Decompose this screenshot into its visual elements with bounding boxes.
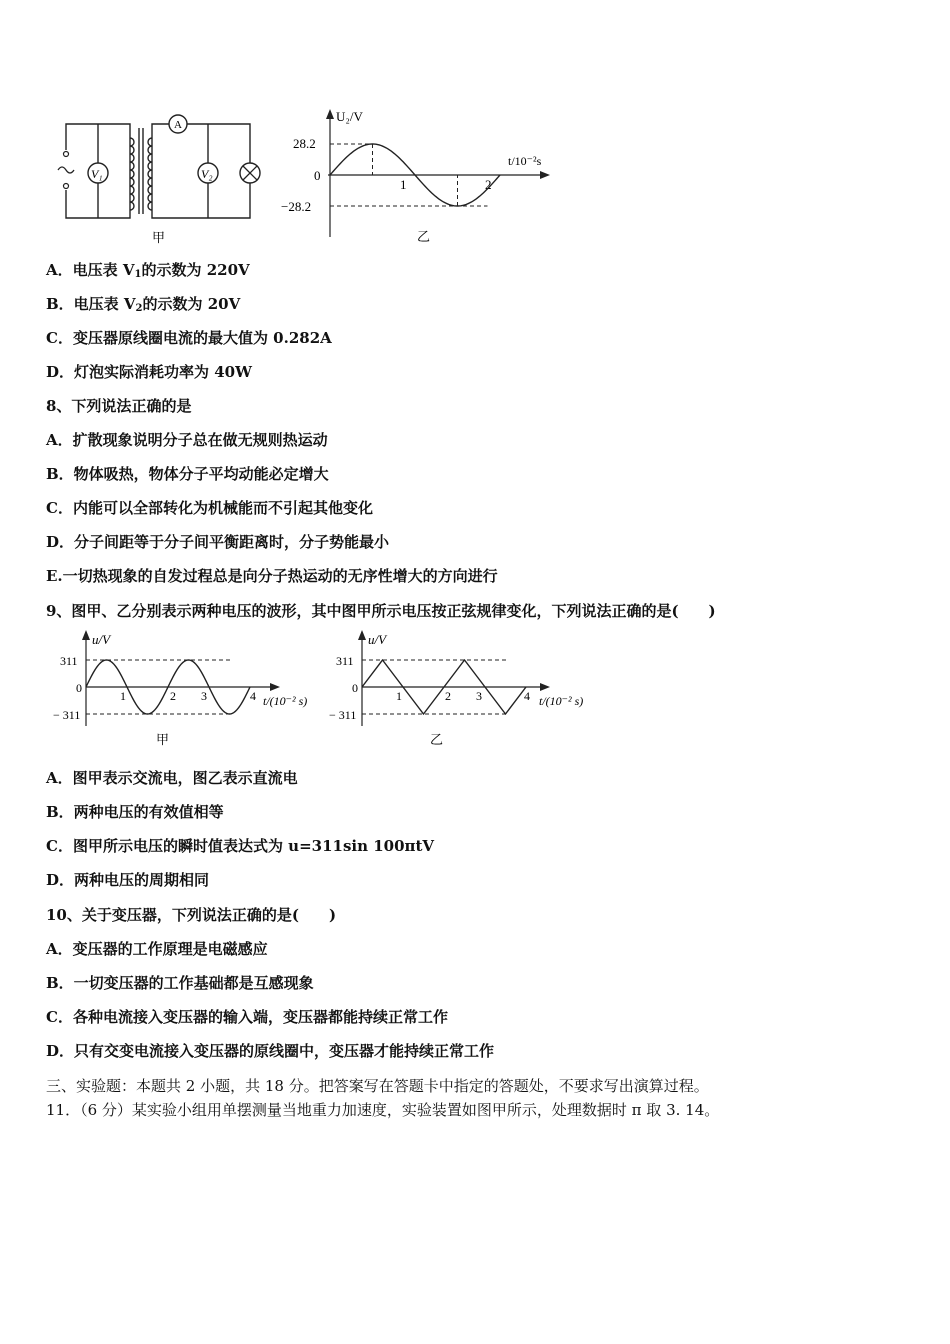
tick-x-1: 1: [400, 177, 407, 192]
left-tick-x-2: 2: [170, 689, 176, 703]
q10-stem: 10、关于变压器，下列说法正确的是( ): [46, 906, 337, 924]
left-x-axis-label: t/(10⁻² s): [263, 694, 308, 708]
left-y-axis-arrow-icon: [82, 630, 90, 640]
y-axis-label: U₂/V: [336, 109, 363, 124]
voltage-waveforms-figure: [52, 628, 612, 753]
svg-text:A: A: [174, 119, 182, 131]
circuit-caption: 甲: [152, 230, 166, 245]
q8-option-a: A．扩散现象说明分子总在做无规则热运动: [46, 431, 328, 449]
q11-stem: 11．（6 分）某实验小组用单摆测量当地重力加速度，实验装置如图甲所示，处理数据时 π 取 3. 14。: [46, 1101, 720, 1119]
left-tick-bottom: − 311: [53, 708, 81, 722]
transformer-circuit-diagram: [50, 108, 270, 253]
right-y-axis-arrow-icon: [358, 630, 366, 640]
section3-heading: 三、实验题：本题共 2 小题，共 18 分。把答案写在答题卡中指定的答题处，不要求写出演算过程。: [46, 1077, 709, 1095]
right-caption: 乙: [430, 732, 444, 747]
ammeter-icon: [169, 115, 187, 133]
q8-option-e: E.一切热现象的自发过程总是向分子热运动的无序性增大的方向进行: [46, 567, 498, 585]
u2-waveform-chart: [280, 105, 570, 250]
q9-option-b: B．两种电压的有效值相等: [46, 803, 224, 821]
left-tick-x-4: 4: [250, 689, 256, 703]
right-tick-bottom: − 311: [329, 708, 357, 722]
tick-y-top: 28.2: [293, 136, 316, 151]
voltmeter-v1-icon: [88, 163, 108, 183]
q8-stem: 8、下列说法正确的是: [46, 397, 192, 415]
q8-option-d: D．分子间距等于分子间平衡距离时，分子势能最小: [46, 533, 390, 551]
q9-option-d: D．两种电压的周期相同: [46, 871, 210, 889]
q7-option-b: B．电压表 $V_2$的示数为 20V: [46, 295, 241, 314]
right-tick-zero: 0: [352, 681, 358, 695]
right-y-axis-label: u/V: [368, 632, 387, 647]
q9-option-a: A．图甲表示交流电，图乙表示直流电: [46, 769, 298, 787]
left-tick-x-1: 1: [120, 689, 126, 703]
q10-option-a: A．变压器的工作原理是电磁感应: [46, 940, 268, 958]
right-tick-x-4: 4: [524, 689, 530, 703]
q8-option-b: B．物体吸热，物体分子平均动能必定增大: [46, 465, 329, 483]
right-x-axis-label: t/(10⁻² s): [539, 694, 584, 708]
x-axis-label: t/10⁻²s: [508, 154, 542, 168]
right-tick-top: 311: [336, 654, 354, 668]
q10-option-b: B．一切变压器的工作基础都是互感现象: [46, 974, 314, 992]
q10-option-d: D．只有交变电流接入变压器的原线圈中，变压器才能持续正常工作: [46, 1042, 495, 1060]
left-caption: 甲: [156, 732, 170, 747]
x-axis-arrow-icon: [540, 171, 550, 179]
tick-x-2: 2: [485, 177, 492, 192]
right-tick-x-1: 1: [396, 689, 402, 703]
q7-option-c: C．变压器原线圈电流的最大值为 0.282A: [46, 329, 332, 347]
right-tick-x-3: 3: [476, 689, 482, 703]
svg-text:V₁: V₁: [91, 167, 103, 181]
tick-y-zero: 0: [314, 168, 321, 183]
right-x-axis-arrow-icon: [540, 683, 550, 691]
q7-option-a: A．电压表 $V_1$的示数为 220V: [46, 261, 250, 280]
y-axis-arrow-icon: [326, 109, 334, 119]
q9-option-c: C．图甲所示电压的瞬时值表达式为 u=311sin 100πtV: [46, 837, 435, 855]
q8-option-c: C．内能可以全部转化为机械能而不引起其他变化: [46, 499, 373, 517]
q7-option-d: D．灯泡实际消耗功率为 40W: [46, 363, 252, 381]
voltmeter-v2-icon: [198, 163, 218, 183]
svg-text:V₂: V₂: [201, 167, 213, 181]
left-y-axis-label: u/V: [92, 632, 111, 647]
tick-y-bottom: −28.2: [281, 199, 312, 214]
q10-option-c: C．各种电流接入变压器的输入端，变压器都能持续正常工作: [46, 1008, 448, 1026]
right-tick-x-2: 2: [445, 689, 451, 703]
ac-source-icon: [58, 150, 74, 190]
lamp-icon: [240, 163, 260, 183]
left-tick-x-3: 3: [201, 689, 207, 703]
left-tick-top: 311: [60, 654, 78, 668]
left-tick-zero: 0: [76, 681, 82, 695]
left-x-axis-arrow-icon: [270, 683, 280, 691]
q9-stem: 9、图甲、乙分别表示两种电压的波形，其中图甲所示电压按正弦规律变化，下列说法正确的是( ): [46, 602, 716, 620]
graph-caption: 乙: [417, 229, 431, 244]
